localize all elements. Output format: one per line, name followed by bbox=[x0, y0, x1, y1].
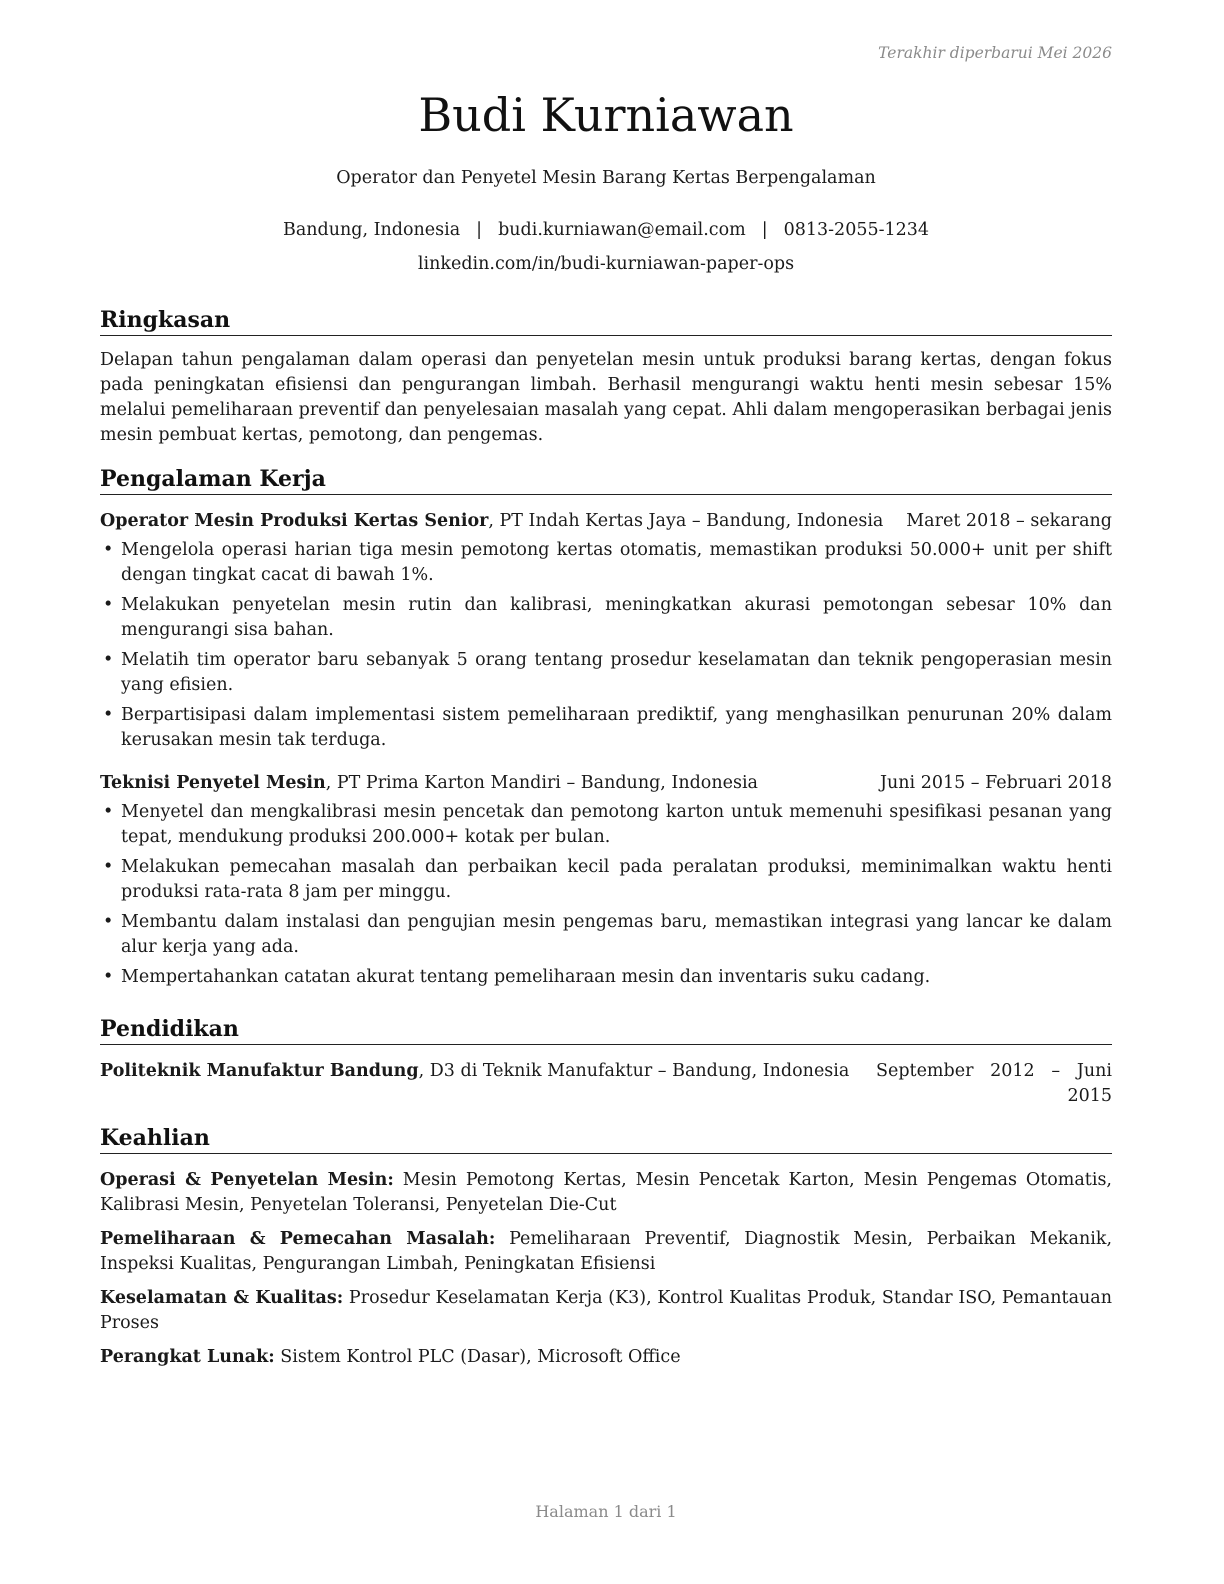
section-title-skills: Keahlian bbox=[100, 1124, 1112, 1154]
job-bullets bbox=[100, 800, 1112, 990]
job-entry bbox=[100, 509, 1112, 753]
list-item bbox=[100, 538, 1112, 588]
bullet-text: Menyetel dan mengkalibrasi mesin pencetak dan pemotong karton untuk memenuhi spesifikasi pesanan yang tepat, mendukung produksi 200.000+ kotak per bulan. bbox=[121, 802, 1112, 847]
job-dates: Maret 2018 – sekarang bbox=[906, 511, 1112, 531]
education-entry bbox=[100, 1059, 1112, 1109]
skill-value: Prosedur Keselamatan Kerja (K3), Kontrol Kualitas Produk, Standar ISO, Pemantauan Proses bbox=[100, 1288, 1112, 1333]
bullet-text: Mengelola operasi harian tiga mesin pemotong kertas otomatis, memastikan produksi 50.000+ unit per shift dengan tingkat cacat di bawah 1%. bbox=[121, 540, 1112, 585]
contact-email[interactable]: budi.kurniawan@email.com bbox=[498, 220, 746, 240]
list-item bbox=[100, 703, 1112, 753]
skill-label: Operasi & Penyetelan Mesin: bbox=[100, 1170, 394, 1190]
bullet-text: Berpartisipasi dalam implementasi sistem pemeliharaan prediktif, yang menghasilkan penurunan 20% dalam kerusakan mesin tak terduga. bbox=[121, 705, 1112, 750]
skill-group bbox=[100, 1345, 1112, 1370]
bullet-icon: • bbox=[103, 967, 114, 987]
job-entry bbox=[100, 771, 1112, 990]
skill-label: Pemeliharaan & Pemecahan Masalah: bbox=[100, 1229, 496, 1249]
list-item bbox=[100, 593, 1112, 643]
bullet-text: Melakukan penyetelan mesin rutin dan kalibrasi, meningkatkan akurasi pemotongan sebesar 10% dan mengurangi sisa bahan. bbox=[121, 595, 1112, 640]
education-section bbox=[100, 1015, 1112, 1109]
bullet-icon: • bbox=[103, 857, 114, 877]
bullet-icon: • bbox=[103, 540, 114, 560]
candidate-name: Budi Kurniawan bbox=[418, 88, 794, 142]
job-header bbox=[100, 771, 1112, 796]
section-title-experience: Pengalaman Kerja bbox=[100, 465, 1112, 495]
list-item bbox=[100, 800, 1112, 850]
bullet-icon: • bbox=[103, 595, 114, 615]
contact-phone: 0813-2055-1234 bbox=[783, 220, 930, 240]
list-item bbox=[100, 965, 1112, 990]
bullet-text: Melakukan pemecahan masalah dan perbaikan kecil pada peralatan produksi, meminimalkan waktu henti produksi rata-rata 8 jam per minggu. bbox=[121, 857, 1112, 902]
education-school: Politeknik Manufaktur Bandung bbox=[100, 1061, 419, 1081]
bullet-text: Membantu dalam instalasi dan pengujian mesin pengemas baru, memastikan integrasi yang lancar ke dalam alur kerja yang ada. bbox=[121, 912, 1112, 957]
contact-location: Bandung, Indonesia bbox=[282, 220, 461, 240]
bullet-text: Mempertahankan catatan akurat tentang pemeliharaan mesin dan inventaris suku cadang. bbox=[121, 967, 931, 987]
bullet-icon: • bbox=[103, 912, 114, 932]
list-item bbox=[100, 648, 1112, 698]
bullet-text: Melatih tim operator baru sebanyak 5 orang tentang prosedur keselamatan dan teknik pengoperasian mesin yang efisien. bbox=[121, 650, 1112, 695]
education-institution-line bbox=[100, 1059, 849, 1109]
skill-group bbox=[100, 1286, 1112, 1336]
skill-value: Sistem Kontrol PLC (Dasar), Microsoft Office bbox=[274, 1347, 681, 1367]
linkedin-link[interactable]: linkedin.com/in/budi-kurniawan-paper-ops bbox=[417, 254, 795, 274]
bullet-icon: • bbox=[103, 650, 114, 670]
page-number: Halaman 1 dari 1 bbox=[535, 1502, 677, 1521]
job-title-line bbox=[100, 509, 883, 534]
section-title-education: Pendidikan bbox=[100, 1015, 1112, 1045]
contact-separator: | bbox=[761, 220, 768, 240]
skill-value: Mesin Pemotong Kertas, Mesin Pencetak Karton, Mesin Pengemas Otomatis, Kalibrasi Mesin, Penyetelan Toleransi, Penyetelan Die-Cut bbox=[100, 1170, 1112, 1215]
skills-section bbox=[100, 1124, 1112, 1379]
bullet-icon: • bbox=[103, 802, 114, 822]
job-dates: Juni 2015 – Februari 2018 bbox=[879, 773, 1112, 793]
bullet-icon: • bbox=[103, 705, 114, 725]
section-title-summary: Ringkasan bbox=[100, 306, 1112, 336]
list-item bbox=[100, 855, 1112, 905]
experience-section bbox=[100, 465, 1112, 995]
job-company: , PT Indah Kertas Jaya – Bandung, Indonesia bbox=[488, 511, 884, 531]
list-item bbox=[100, 910, 1112, 960]
skill-label: Keselamatan & Kualitas: bbox=[100, 1288, 344, 1308]
job-title-line bbox=[100, 771, 758, 796]
contact-separator: | bbox=[476, 220, 483, 240]
job-company: , PT Prima Karton Mandiri – Bandung, Indonesia bbox=[325, 773, 758, 793]
skill-group bbox=[100, 1227, 1112, 1277]
skill-group bbox=[100, 1168, 1112, 1218]
job-role: Teknisi Penyetel Mesin bbox=[100, 773, 326, 793]
summary-text: Delapan tahun pengalaman dalam operasi dan penyetelan mesin untuk produksi barang kertas, dengan fokus pada peningkatan efisiensi dan pengurangan limbah. Berhasil mengurangi waktu henti mesin sebesar 15% melalui pemeliharaan preventif dan penyelesaian masalah yang cepat. Ahli dalam mengoperasikan berbagai jenis mesin pembuat kertas, pemotong, dan pengemas. bbox=[100, 350, 1112, 445]
education-dates: September 2012 – Juni 2015 bbox=[876, 1061, 1112, 1106]
resume-page bbox=[100, 0, 1112, 1584]
summary-section bbox=[100, 306, 1112, 448]
candidate-headline: Operator dan Penyetel Mesin Barang Kertas Berpengalaman bbox=[336, 168, 876, 188]
job-role: Operator Mesin Produksi Kertas Senior bbox=[100, 511, 489, 531]
job-bullets bbox=[100, 538, 1112, 753]
education-detail: , D3 di Teknik Manufaktur – Bandung, Indonesia bbox=[418, 1061, 850, 1081]
skills-list bbox=[100, 1168, 1112, 1370]
skill-label: Perangkat Lunak: bbox=[100, 1347, 275, 1367]
contact-line bbox=[100, 220, 1112, 240]
skill-value: Pemeliharaan Preventif, Diagnostik Mesin, Perbaikan Mekanik, Inspeksi Kualitas, Pengurangan Limbah, Peningkatan Efisiensi bbox=[100, 1229, 1113, 1274]
job-header bbox=[100, 509, 1112, 534]
last-updated-note: Terakhir diperbarui Mei 2026 bbox=[878, 44, 1112, 62]
